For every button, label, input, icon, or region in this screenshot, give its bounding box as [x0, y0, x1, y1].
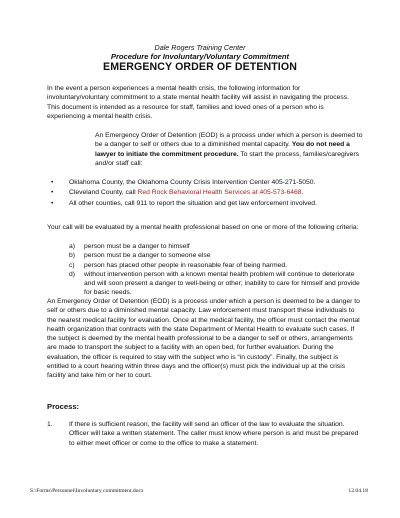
eod-bold-text: You do not need a lawyer to initiate the commitment procedure. — [95, 141, 350, 158]
intro-paragraph: In the event a person experiences a mental health crisis, the following information for involuntary/voluntary commitment to a state mental health facility will assist in navigating the process. This document is intended as a resource for staff, families and loved ones of a person who is experiencing a mental health crisis. — [47, 85, 350, 120]
document-title: EMERGENCY ORDER OF DETENTION — [103, 61, 297, 73]
procedure-title: Procedure for Involuntary/Voluntary Commitment — [110, 52, 290, 61]
criteria-text: without intervention person with a known mental health problem will continue to deteriorate and will soon present a danger to well-being or other; inability to care for himself and provide for basic needs. — [84, 270, 360, 297]
criteria-item — [69, 251, 361, 260]
eod-text-after: To start the process, families/caregivers and/or staff call: — [95, 150, 359, 167]
criteria-letter: b) — [69, 252, 76, 260]
eod-paragraph — [95, 131, 363, 168]
bullet-icon: • — [51, 189, 54, 197]
process-heading: Process: — [47, 402, 80, 411]
list-item-text: Oklahoma County, the Oklahoma County Crisis Intervention Center 405-271-5050. — [69, 179, 316, 186]
criteria-list — [69, 242, 361, 298]
criteria-item — [69, 242, 361, 251]
criteria-letter: c) — [69, 261, 75, 269]
evaluation-intro: Your call will be evaluated by a mental health professional based on one or more of the following criteria: — [47, 224, 359, 231]
footer-file-path: S:\Forms\Personnel\Involuntary commitment.docx — [30, 488, 144, 494]
org-name: Dale Rogers Training Center — [154, 43, 246, 52]
red-rock-highlight: Red Rock Behavioral Health Services at 405-573-6468. — [137, 189, 304, 197]
list-item — [47, 178, 367, 187]
step-number: 1. — [47, 421, 53, 428]
eod-text-before: An Emergency Order of Detention (EOD) is a process under which a person is deemed to be a danger to self or others due to a diminished mental capacity. — [95, 132, 363, 149]
footer-date: 12.04.18 — [348, 488, 368, 494]
list-item — [47, 188, 367, 197]
list-item — [47, 199, 367, 208]
list-item-text: Cleveland County, call — [69, 189, 138, 197]
criteria-item — [69, 261, 361, 270]
criteria-item — [69, 270, 361, 298]
bullet-icon: • — [51, 199, 54, 207]
detail-paragraph: An Emergency Order of Detention (EOD) is a process under which a person is deemed to be a danger to self or others due to a diminished mental capacity. Law enforcement must transport these individuals to the nearest medical facility for evaluation. Once at the medical facility, the officer must contact the mental health organization that contracts with the state Department of Mental Health to evaluate such cases. If the subject is deemed by the mental health professional to be a danger to self or others, arrangements are made to transport the subject to a facility with an open bed, for further evaluation. During the evaluation, the officer is required to stay with the subject who is “in custody”. Finally, the subject is entitled to a court hearing within three days and the officer(s) must pick the individual up at the crisis facility and take him or her to court. — [47, 298, 360, 380]
criteria-letter: d) — [69, 270, 76, 278]
criteria-letter: a) — [69, 243, 76, 250]
bullet-icon: • — [51, 179, 54, 186]
criteria-text: person has placed other people in reasonable fear of being harmed. — [84, 261, 288, 269]
criteria-text: person must be a danger to himself — [84, 243, 190, 250]
step-text: If there is sufficient reason, the facility will send an officer of the law to evaluate the situation. Officer will take a written statement. The caller must know where person is and must be prepared to either meet officer or come to the office to make a statement. — [69, 421, 359, 447]
criteria-text: person must be a danger to someone else — [84, 252, 211, 260]
call-list — [47, 178, 367, 209]
list-item-text: All other counties, call 911 to report the situation and get law enforcement involved. — [69, 199, 317, 207]
